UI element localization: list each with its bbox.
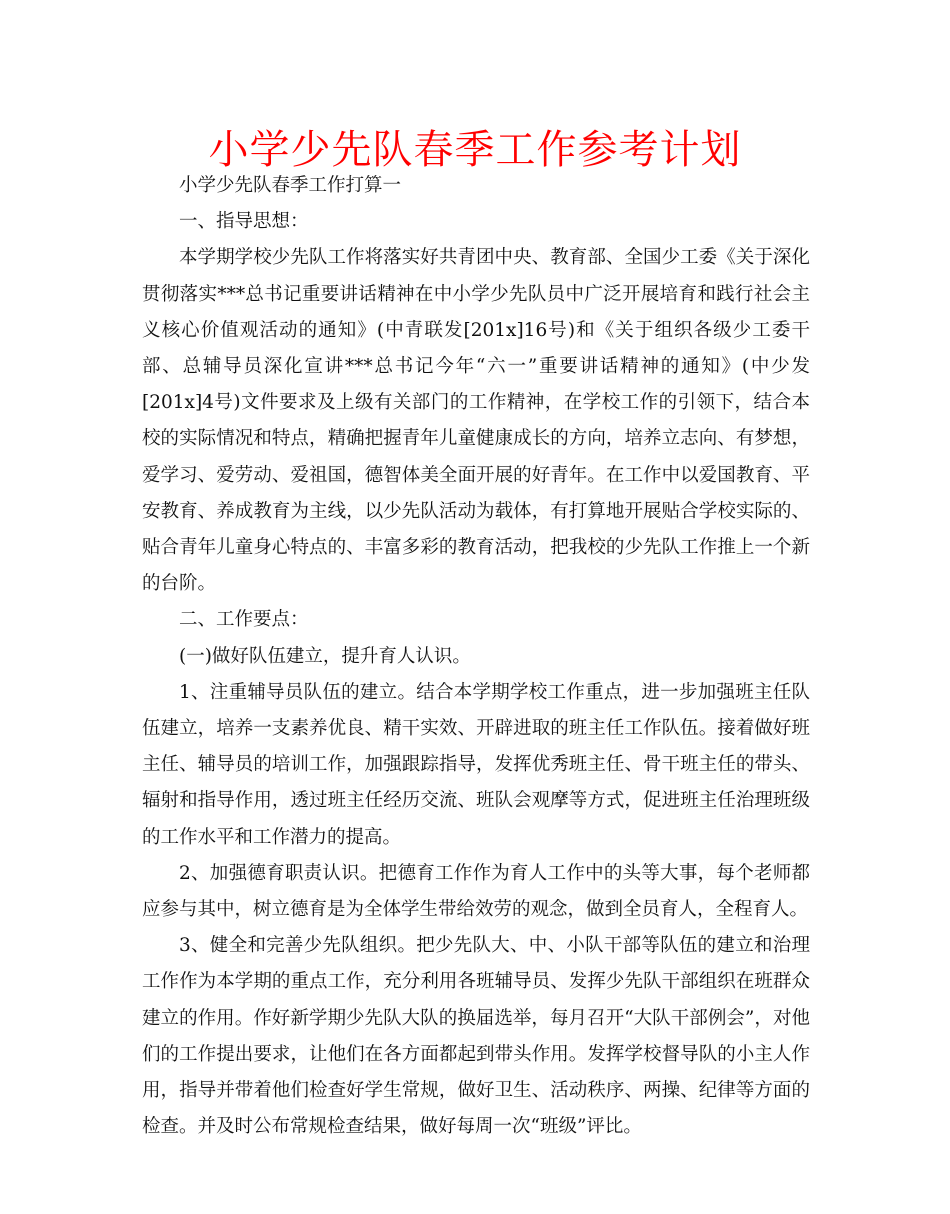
section-heading-work-points: 二、工作要点： bbox=[179, 609, 309, 631]
guiding-thought-paragraph: 本学期学校少先队工作将落实好共青团中央、教育部、全国少工委《关于深化贯彻落实***总书记重要讲话精神在中小学少先队员中广泛开展培育和践行社会主义核心价值观活动的通知》(中青联发[201x]16号)和《关于组织各级少工委干部、总辅导员深化宣讲***总书记今年“六一”重要讲话精神的通知》(中少发[201x]4号)文件要求及上级有关部门的工作精神，在学校工作的引领下，结合本校的实际情况和特点，精确把握青年儿童健康成长的方向，培养立志向、有梦想，爱学习、爱劳动、爱祖国，德智体美全面开展的好青年。在工作中以爱国教育、平安教育、养成教育为主线，以少先队活动为载体，有打算地开展贴合学校实际的、贴合青年儿童身心特点的、丰富多彩的教育活动，把我校的少先队工作推上一个新的台阶。 bbox=[142, 247, 810, 595]
point-1-paragraph: 1、注重辅导员队伍的建立。结合本学期学校工作重点，进一步加强班主任队伍建立，培养一支素养优良、精干实效、开辟进取的班主任工作队伍。接着做好班主任、辅导员的培训工作，加强跟踪指导，发挥优秀班主任、骨干班主任的带头、辐射和指导作用，透过班主任经历交流、班队会观摩等方式，促进班主任治理班级的工作水平和工作潜力的提高。 bbox=[142, 681, 810, 848]
document-title: 小学少先队春季工作参考计划 bbox=[208, 127, 742, 173]
document-body bbox=[142, 168, 810, 1145]
subsection-heading-team-building: (一)做好队伍建立，提升育人认识。 bbox=[179, 645, 471, 667]
point-3-paragraph: 3、健全和完善少先队组织。把少先队大、中、小队干部等队伍的建立和治理工作作为本学期的重点工作，充分利用各班辅导员、发挥少先队干部组织在班群众建立的作用。作好新学期少先队大队的换届选举，每月召开“大队干部例会”，对他们的工作提出要求，让他们在各方面都起到带头作用。发挥学校督导队的小主人作用，指导并带着他们检查好学生常规，做好卫生、活动秩序、两操、纪律等方面的检查。并及时公布常规检查结果，做好每周一次“班级”评比。 bbox=[142, 935, 810, 1138]
point-2-paragraph: 2、加强德育职责认识。把德育工作作为育人工作中的头等大事，每个老师都应参与其中，树立德育是为全体学生带给效劳的观念，做到全员育人，全程育人。 bbox=[142, 862, 810, 921]
subtitle-paragraph: 小学少先队春季工作打算一 bbox=[179, 175, 402, 196]
section-heading-guiding-thought: 一、指导思想： bbox=[179, 211, 309, 233]
